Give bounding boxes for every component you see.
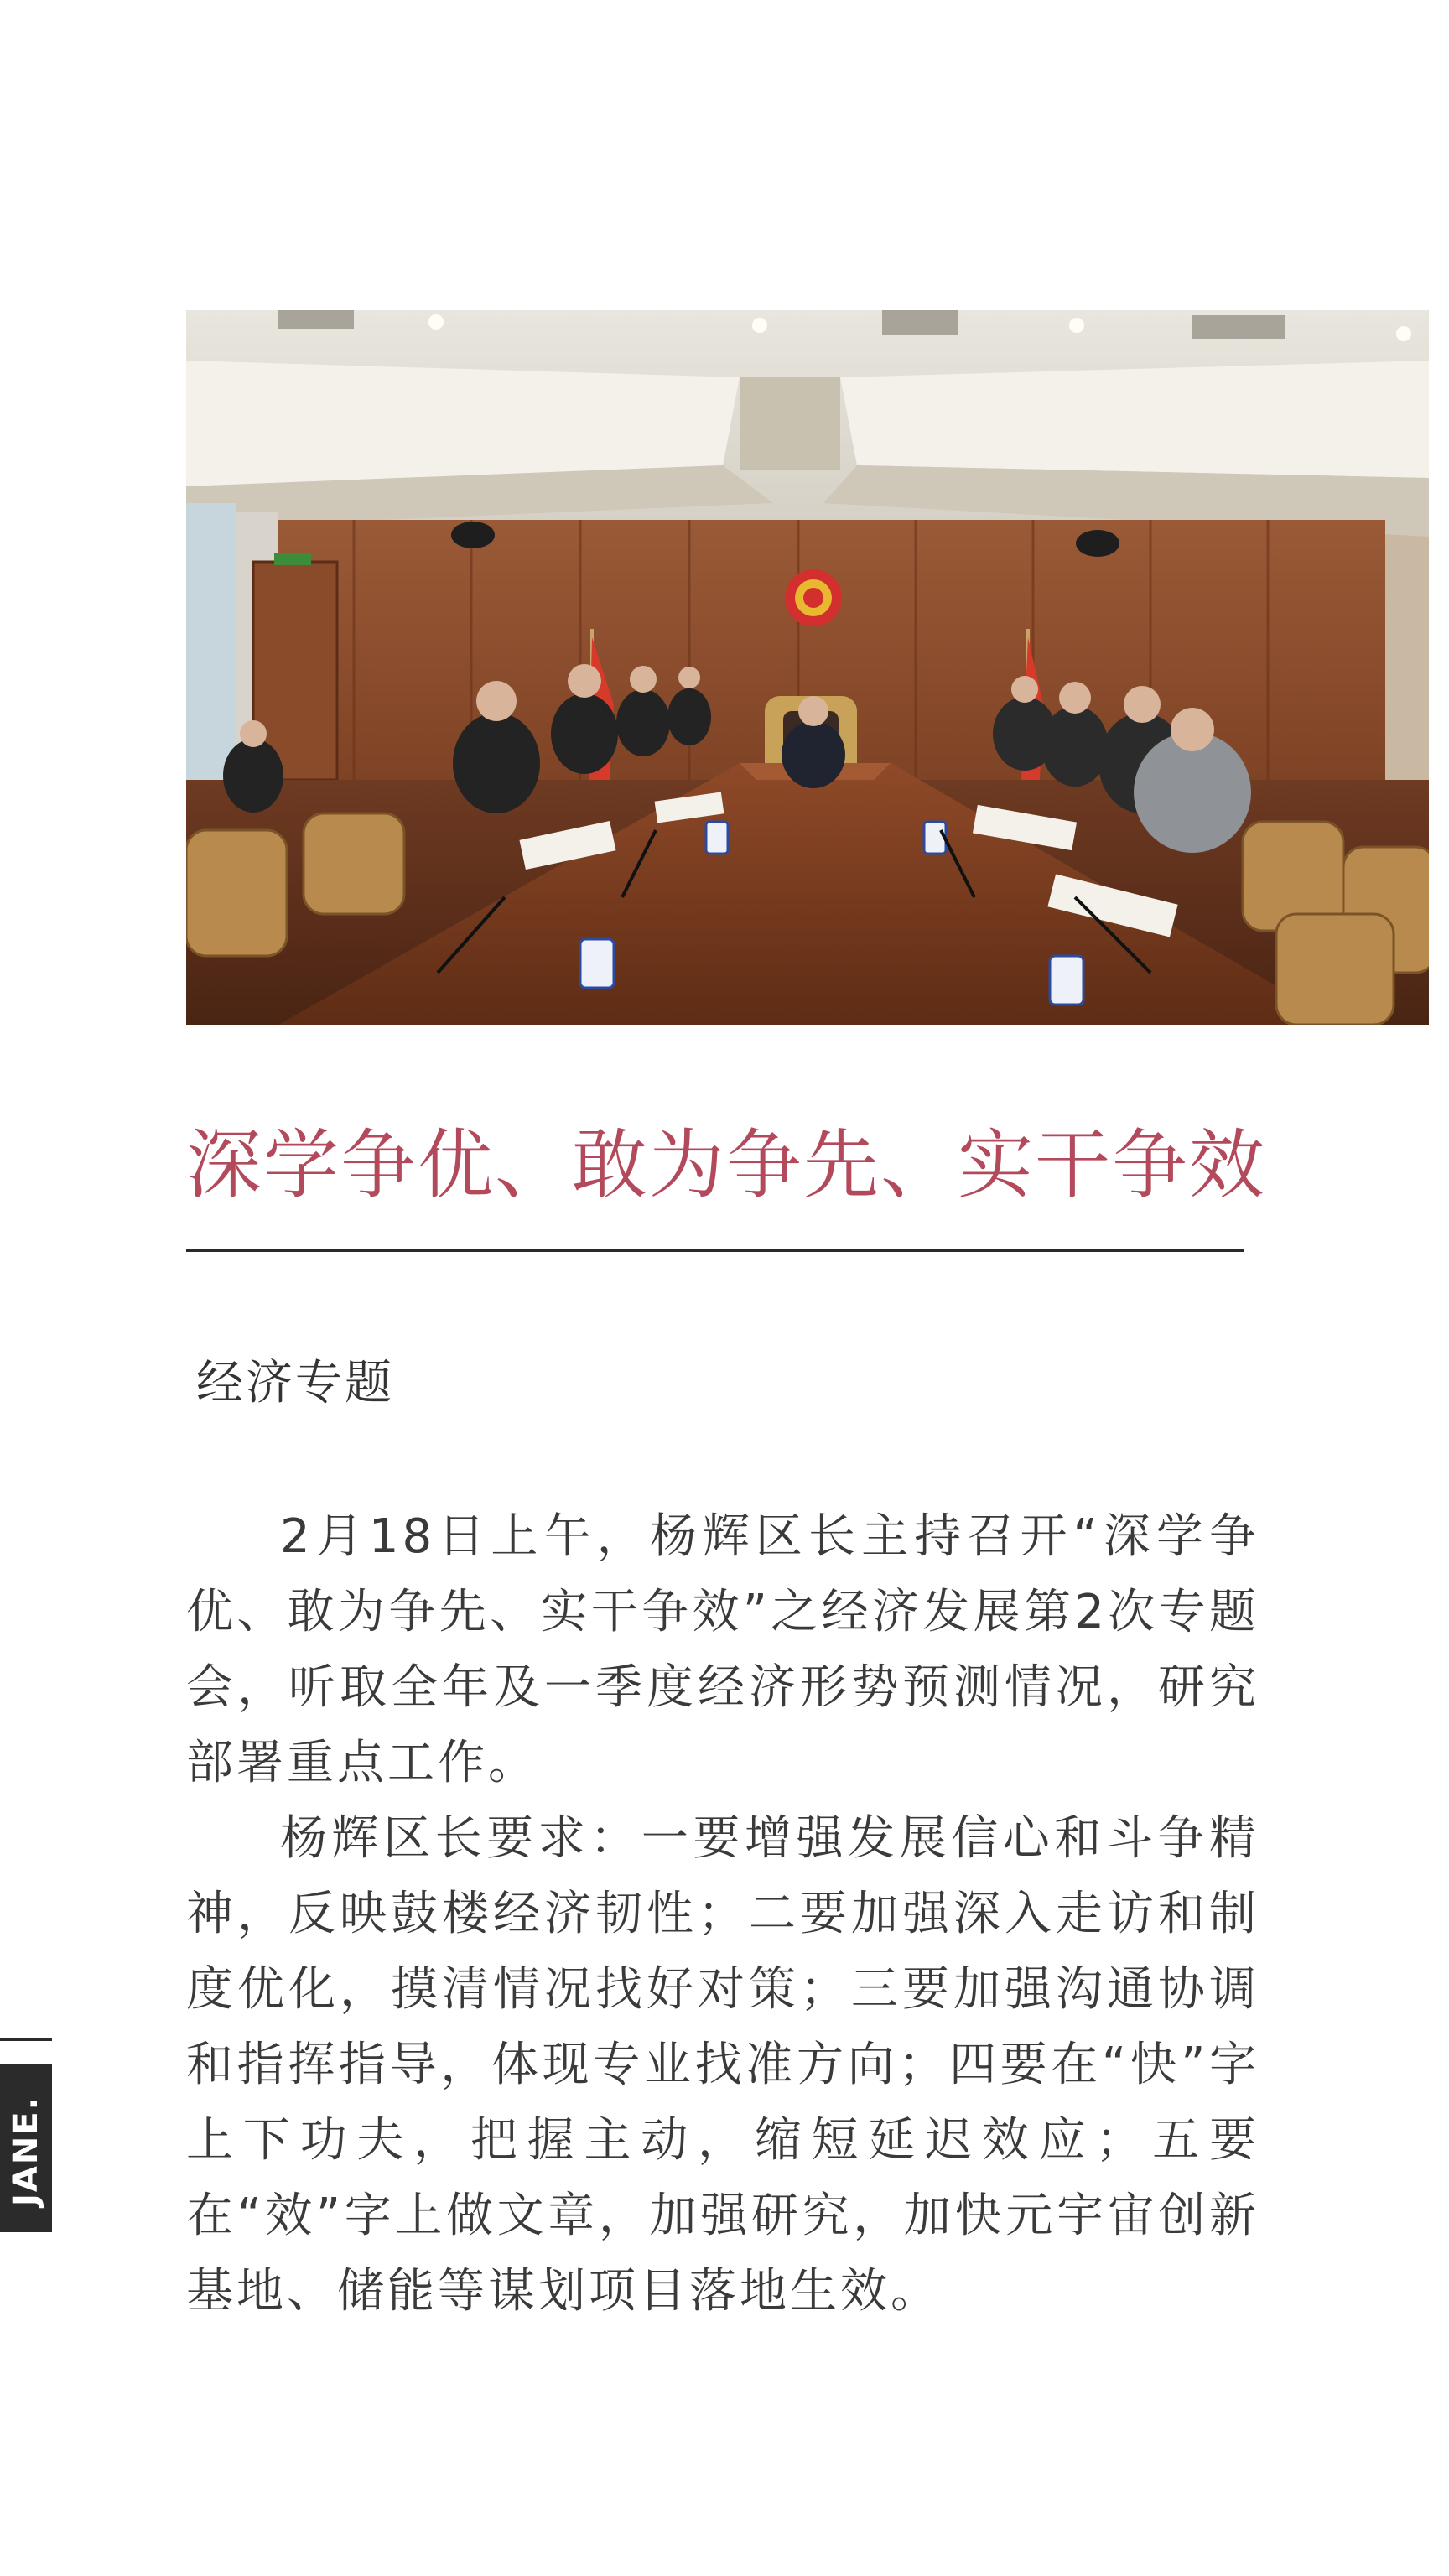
title-divider — [186, 1249, 1244, 1252]
side-brand-text: JANE. — [7, 2096, 45, 2206]
article-title: 深学争优、敢为争先、实干争效 — [186, 1121, 1266, 1209]
body-paragraph: 杨辉区长要求：一要增强发展信心和斗争精神，反映鼓楼经济韧性；二要加强深入走访和制度优化，摸清情况找好对策；三要加强沟通协调和指挥指导，体现专业找准方向；四要在“快”字上下功夫，把握主动，缩短延迟效应；五要在“效”字上做文章，加强研究，加快元宇宙创新基地、储能等谋划项目落地生效。 — [186, 1811, 1259, 2319]
meeting-photo-illustration — [186, 310, 1429, 1025]
body-paragraph: 2月18日上午，杨辉区长主持召开“深学争优、敢为争先、实干争效”之经济发展第2次专题会，听取全年及一季度经济形势预测情况，研究部署重点工作。 — [186, 1509, 1259, 1790]
side-tag-divider — [0, 2038, 52, 2041]
meeting-photo — [186, 310, 1429, 1025]
article-body — [186, 1499, 1259, 2329]
column-label: 经济专题 — [196, 1356, 394, 1410]
